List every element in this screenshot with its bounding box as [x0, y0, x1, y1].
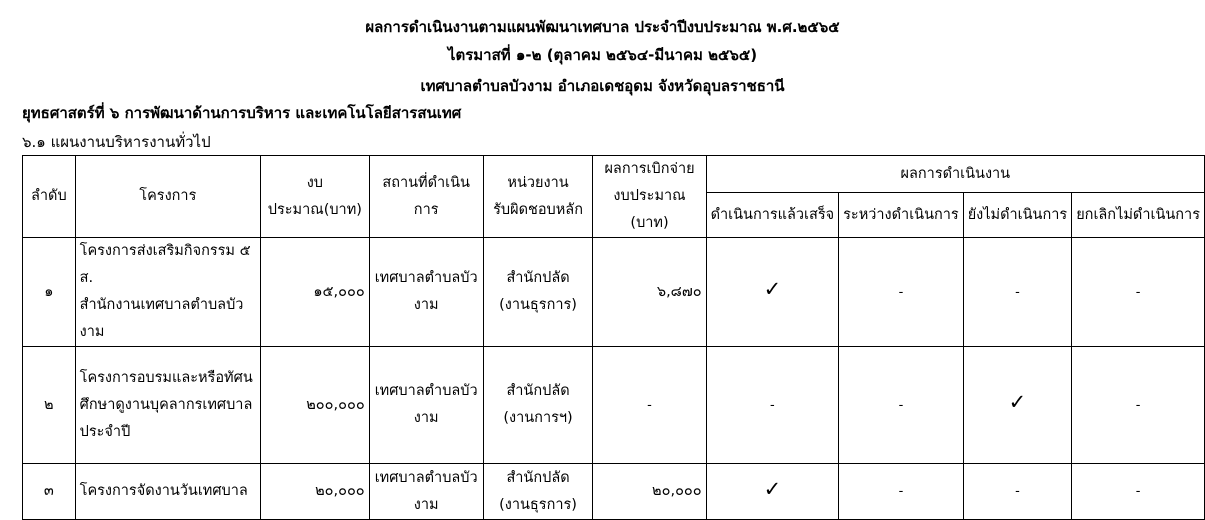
row-budget: ๒๐,๐๐๐	[261, 464, 370, 520]
row-unit-line: (งานการฯ)	[503, 410, 573, 426]
row-budget: ๒๐๐,๐๐๐	[261, 347, 370, 464]
row-unit	[483, 464, 593, 520]
row-paid: ๖,๘๗๐	[593, 238, 706, 347]
row-status-done	[706, 347, 839, 464]
row-dash: -	[1015, 484, 1020, 499]
row-dash: -	[898, 484, 904, 499]
results-table	[22, 155, 1205, 520]
report-title-line-2: ไตรมาสที่ ๑-๒ (ตุลาคม ๒๕๖๔-มีนาคม ๒๕๖๕)	[447, 46, 758, 64]
check-icon: ✓	[763, 476, 782, 501]
row-status-done	[706, 238, 839, 347]
header-unit-line1: หน่วยงาน	[507, 174, 569, 191]
row-order: ๑	[23, 238, 76, 347]
row-dash: -	[647, 397, 652, 413]
check-icon: ✓	[763, 277, 782, 301]
row-unit	[483, 347, 593, 464]
row-status-notyet	[963, 464, 1071, 520]
row-place-line: งาม	[413, 496, 439, 513]
row-unit-line: สำนักปลัด	[506, 383, 570, 399]
header-budget: งบประมาณ(บาท)	[261, 156, 370, 238]
row-project-line: โครงการอบรมและหรือทัศน	[79, 369, 253, 386]
row-place-line: เทศบาลตำบลบัว	[374, 469, 478, 486]
row-unit-line: (งานธุรการ)	[499, 297, 577, 313]
row-budget: ๑๕,๐๐๐	[261, 238, 370, 347]
row-dash: -	[1135, 284, 1141, 300]
row-project-line: โครงการจัดงานวันเทศบาล	[79, 483, 248, 499]
row-place-line: เทศบาลตำบลบัว	[374, 383, 478, 399]
row-paid	[593, 347, 706, 464]
row-dash: -	[1135, 397, 1141, 413]
header-place: สถานที่ดำเนินการ	[369, 156, 483, 238]
row-status-cancelled	[1072, 238, 1205, 347]
row-status-cancelled	[1072, 347, 1205, 464]
row-place-line: งาม	[413, 297, 439, 313]
row-dash: -	[898, 284, 904, 300]
table-row	[23, 347, 1205, 464]
header-paid-line1: ผลการเบิกจ่าย	[604, 161, 695, 177]
row-place-line: เทศบาลตำบลบัว	[374, 270, 478, 286]
plan-heading: ๖.๑ แผนงานบริหารงานทั่วไป	[22, 133, 211, 151]
row-project	[75, 238, 260, 347]
row-dash: -	[1135, 484, 1141, 499]
row-unit-line: (งานธุรการ)	[499, 496, 577, 513]
row-dash: -	[898, 397, 904, 413]
row-status-inprogress	[839, 238, 964, 347]
row-project-line: โครงการส่งเสริมกิจกรรม ๕ ส.	[79, 243, 251, 286]
header-cancelled: ยกเลิกไม่ดำเนินการ	[1072, 193, 1205, 238]
header-order: ลำดับ	[23, 156, 76, 238]
header-inprogress: ระหว่างดำเนินการ	[839, 193, 964, 238]
header-unit	[483, 156, 593, 238]
row-project	[75, 464, 260, 520]
report-title-line-1: ผลการดำเนินงานตามแผนพัฒนาเทศบาล ประจำปีงบประมาณ พ.ศ.๒๕๖๕	[365, 18, 840, 36]
header-project: โครงการ	[75, 156, 260, 238]
row-place	[369, 238, 483, 347]
row-unit-line: สำนักปลัด	[506, 469, 570, 486]
table-row	[23, 238, 1205, 347]
row-project	[75, 347, 260, 464]
header-notyet: ยังไม่ดำเนินการ	[963, 193, 1071, 238]
header-result: ผลการดำเนินงาน	[706, 156, 1204, 193]
check-icon: ✓	[1008, 390, 1027, 414]
table-row	[23, 464, 1205, 520]
row-place-line: งาม	[413, 410, 439, 426]
row-status-inprogress	[839, 347, 964, 464]
report-title-line-3: เทศบาลตำบลบัวงาม อำเภอเดชอุดม จังหวัดอุบลราชธานี	[420, 77, 785, 95]
row-paid: ๒๐,๐๐๐	[593, 464, 706, 520]
row-status-cancelled	[1072, 464, 1205, 520]
row-status-done	[706, 464, 839, 520]
header-unit-line2: รับผิดชอบหลัก	[493, 201, 583, 218]
row-dash: -	[1015, 284, 1020, 300]
header-done: ดำเนินการแล้วเสร็จ	[706, 193, 839, 238]
row-unit	[483, 238, 593, 347]
row-status-notyet	[963, 347, 1071, 464]
row-project-line: สำนักงานเทศบาลตำบลบัวงาม	[79, 297, 244, 340]
row-status-inprogress	[839, 464, 964, 520]
row-project-line: ศึกษาดูงานบุคลากรเทศบาล	[79, 396, 253, 413]
row-place	[369, 347, 483, 464]
header-paid-line2: งบประมาณ (บาท)	[613, 188, 686, 231]
header-paid	[593, 156, 706, 238]
row-project-line: ประจำปี	[79, 423, 131, 440]
row-order: ๒	[23, 347, 76, 464]
row-place	[369, 464, 483, 520]
header-row-1	[23, 156, 1205, 193]
strategy-heading: ยุทธศาสตร์ที่ ๖ การพัฒนาด้านการบริหาร และเทคโนโลยีสารสนเทศ	[22, 104, 462, 122]
row-status-notyet	[963, 238, 1071, 347]
row-dash: -	[770, 397, 775, 413]
row-order: ๓	[23, 464, 76, 520]
row-unit-line: สำนักปลัด	[506, 270, 570, 286]
